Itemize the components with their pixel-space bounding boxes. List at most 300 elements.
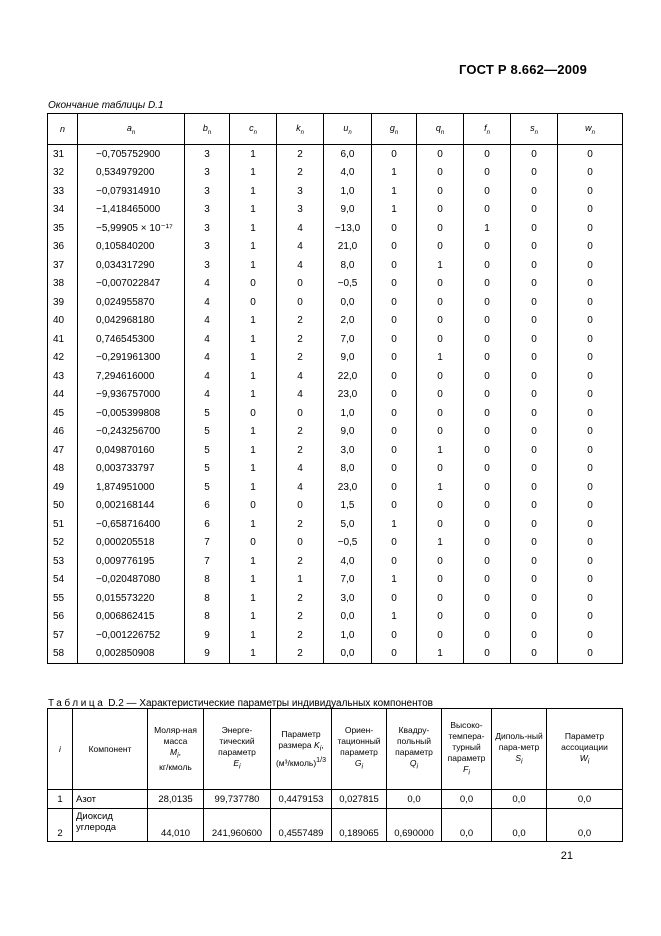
table-cell: 23,0	[324, 478, 372, 497]
table-cell: 0	[417, 330, 464, 349]
table-cell: 1	[464, 219, 511, 238]
table-cell: 0	[558, 589, 623, 608]
table-cell: 0	[511, 367, 558, 386]
table-cell: 0	[277, 497, 324, 516]
table-cell: 6,0	[324, 145, 372, 164]
table-cell: 0	[511, 145, 558, 164]
table-cell: 0	[417, 497, 464, 516]
table-cell: 0	[511, 423, 558, 442]
table-cell: 0	[511, 312, 558, 331]
table-cell: 2	[277, 164, 324, 183]
table-cell: 0	[464, 238, 511, 257]
table-cell: 2	[277, 349, 324, 368]
table-cell: 1	[230, 515, 277, 534]
table-cell: 0	[511, 441, 558, 460]
table-cell: 43	[48, 367, 78, 386]
table-cell: −0,007022847	[78, 275, 185, 294]
header-size: Параметр размера $K_i$, (м³/кмоль)$^{1/3}$	[271, 709, 332, 790]
table-cell: 3	[185, 145, 230, 164]
table-cell: 0,034317290	[78, 256, 185, 275]
table-cell: 1	[230, 238, 277, 257]
table-row	[48, 404, 623, 423]
table-cell: 0	[511, 645, 558, 664]
table-cell: 0	[558, 386, 623, 405]
table-cell: 0	[417, 571, 464, 590]
table-cell: 9	[185, 626, 230, 645]
table-cell: 1	[48, 790, 73, 809]
table-cell: 0	[464, 441, 511, 460]
table-cell: 2	[277, 645, 324, 664]
table-cell: 21,0	[324, 238, 372, 257]
table-cell: 0	[558, 201, 623, 220]
table-cell: 0	[511, 534, 558, 553]
table-cell: 4	[277, 219, 324, 238]
table-cell: 0	[417, 275, 464, 294]
table-cell: 0	[464, 330, 511, 349]
table-cell: 5,0	[324, 515, 372, 534]
table-row	[48, 293, 623, 312]
table-cell: 0	[464, 423, 511, 442]
table-cell: 2	[277, 312, 324, 331]
table-cell: 0	[558, 182, 623, 201]
table-cell: 0	[558, 312, 623, 331]
table-cell: 0	[372, 404, 417, 423]
table-cell: 0	[417, 404, 464, 423]
table-cell: 5	[185, 404, 230, 423]
table-cell: 0,024955870	[78, 293, 185, 312]
table-cell: 0,690000	[387, 809, 442, 842]
table-cell: 3	[185, 201, 230, 220]
table-cell: 0	[558, 145, 623, 164]
table-row	[48, 349, 623, 368]
table-cell: 2	[277, 589, 324, 608]
table-cell: 0	[372, 367, 417, 386]
table-cell: 2	[277, 441, 324, 460]
table-cell: 44,010	[148, 809, 204, 842]
table-cell: 1,874951000	[78, 478, 185, 497]
table-cell: −1,418465000	[78, 201, 185, 220]
table-cell: 0	[417, 608, 464, 627]
table-cell: 0	[372, 441, 417, 460]
table-cell: 4	[277, 460, 324, 479]
table-cell: 0	[464, 478, 511, 497]
table-cell: 0,000205518	[78, 534, 185, 553]
table-cell: 0	[464, 201, 511, 220]
table-cell: 32	[48, 164, 78, 183]
table-cell: 53	[48, 552, 78, 571]
table-cell: 2	[277, 626, 324, 645]
table-cell: 8,0	[324, 256, 372, 275]
table-cell: 1	[230, 330, 277, 349]
table-cell: 0	[464, 367, 511, 386]
table-cell: 4	[185, 367, 230, 386]
table-cell: 0,003733797	[78, 460, 185, 479]
table-cell: 39	[48, 293, 78, 312]
table-cell: 0	[511, 608, 558, 627]
table-cell: 0	[464, 515, 511, 534]
table-cell: 0	[511, 589, 558, 608]
column-header: $c_n$	[230, 114, 277, 145]
table-cell: 1	[417, 349, 464, 368]
table-cell: 0	[464, 460, 511, 479]
table-cell: 45	[48, 404, 78, 423]
table-cell: 4	[185, 330, 230, 349]
table-cell: Диоксид углерода	[73, 809, 148, 842]
table-cell: 51	[48, 515, 78, 534]
table-cell: 0,0	[492, 809, 547, 842]
header-association: Параметр ассоциации $W_i$	[547, 709, 623, 790]
table-cell: 0	[464, 349, 511, 368]
table-row	[48, 312, 623, 331]
table-cell: 0,0	[547, 790, 623, 809]
table-row	[48, 256, 623, 275]
table-row	[48, 145, 623, 164]
table-cell: 1	[372, 608, 417, 627]
table-cell: 1	[372, 182, 417, 201]
table-cell: 0	[372, 460, 417, 479]
table-cell: 0	[417, 515, 464, 534]
table-cell: 0	[511, 219, 558, 238]
document-id: ГОСТ Р 8.662—2009	[458, 62, 587, 77]
table-cell: 0	[464, 182, 511, 201]
table-cell: 0	[511, 478, 558, 497]
table-cell: 1	[230, 441, 277, 460]
table-cell: −0,5	[324, 534, 372, 553]
table-cell: 3	[185, 219, 230, 238]
table-cell: 0,0	[324, 293, 372, 312]
table-cell: 0	[464, 497, 511, 516]
table-cell: −0,5	[324, 275, 372, 294]
table-row	[48, 219, 623, 238]
table-cell: 0	[230, 293, 277, 312]
table-cell: 0	[417, 312, 464, 331]
table-d2-caption-label: Таблица	[48, 698, 106, 709]
table-d2-header-row	[48, 709, 623, 790]
column-header: $u_n$	[324, 114, 372, 145]
table-cell: 0	[464, 404, 511, 423]
table-cell: 8	[185, 608, 230, 627]
column-header: $g_n$	[372, 114, 417, 145]
table-cell: 0	[511, 552, 558, 571]
table-row	[48, 182, 623, 201]
table-cell: 5	[185, 423, 230, 442]
table-row	[48, 497, 623, 516]
table-row	[48, 367, 623, 386]
table-cell: 58	[48, 645, 78, 664]
table-cell: 0	[558, 534, 623, 553]
table-cell: 1,5	[324, 497, 372, 516]
table-cell: 0,0	[324, 645, 372, 664]
table-cell: 0	[558, 219, 623, 238]
table-cell: 0	[464, 312, 511, 331]
table-cell: 0	[558, 404, 623, 423]
table-cell: 0	[277, 275, 324, 294]
table-cell: 4,0	[324, 164, 372, 183]
table-row	[48, 423, 623, 442]
table-cell: 0	[417, 460, 464, 479]
table-row	[48, 478, 623, 497]
table-cell: 2	[277, 608, 324, 627]
table-cell: 0	[417, 626, 464, 645]
table-cell: 2	[277, 515, 324, 534]
table-cell: 50	[48, 497, 78, 516]
table-cell: 0	[464, 589, 511, 608]
table-cell: 1	[230, 460, 277, 479]
table-cell: 4	[185, 293, 230, 312]
column-header: $k_n$	[277, 114, 324, 145]
table-cell: 0	[511, 330, 558, 349]
table-cell: 0	[511, 386, 558, 405]
table-cell: 3,0	[324, 589, 372, 608]
table-cell: 6	[185, 515, 230, 534]
table-cell: 0	[372, 497, 417, 516]
table-cell: 0,027815	[332, 790, 387, 809]
table-cell: 0,015573220	[78, 589, 185, 608]
table-cell: 1	[230, 182, 277, 201]
table-cell: 1	[230, 201, 277, 220]
table-cell: 0	[372, 645, 417, 664]
table-cell: 1	[417, 645, 464, 664]
table-cell: 31	[48, 145, 78, 164]
table-cell: 0	[372, 256, 417, 275]
table-cell: −0,079314910	[78, 182, 185, 201]
table-cell: 4	[185, 386, 230, 405]
table-cell: 38	[48, 275, 78, 294]
table-cell: 1	[417, 441, 464, 460]
table-cell: 0	[417, 386, 464, 405]
table-cell: 0,4557489	[271, 809, 332, 842]
table-cell: 0	[230, 275, 277, 294]
table-cell: −13,0	[324, 219, 372, 238]
table-cell: 1	[230, 571, 277, 590]
table-cell: 1	[230, 423, 277, 442]
table-cell: 0,042968180	[78, 312, 185, 331]
table-row	[48, 552, 623, 571]
table-cell: 0	[464, 145, 511, 164]
table-cell: 0,049870160	[78, 441, 185, 460]
table-cell: 1	[417, 478, 464, 497]
table-cell: 0	[417, 293, 464, 312]
table-cell: 3	[277, 201, 324, 220]
table-cell: 0	[230, 497, 277, 516]
table-cell: 0	[464, 275, 511, 294]
table-row	[48, 201, 623, 220]
table-cell: 0	[464, 164, 511, 183]
table-row	[48, 645, 623, 664]
table-cell: 5	[185, 460, 230, 479]
table-cell: −0,243256700	[78, 423, 185, 442]
table-cell: 0	[558, 460, 623, 479]
table-cell: 3	[185, 256, 230, 275]
table-cell: −9,936757000	[78, 386, 185, 405]
table-cell: 2	[277, 552, 324, 571]
table-cell: 0	[511, 256, 558, 275]
table-cell: 1	[230, 626, 277, 645]
table-cell: 1	[372, 164, 417, 183]
table-cell: 0	[558, 256, 623, 275]
table-cell: 0	[417, 201, 464, 220]
table-cell: 2	[277, 330, 324, 349]
table-d2	[47, 708, 623, 842]
table-cell: 2,0	[324, 312, 372, 331]
table-cell: 1,0	[324, 626, 372, 645]
table-cell: 0	[511, 275, 558, 294]
table-cell: 0	[277, 293, 324, 312]
table-cell: −0,001226752	[78, 626, 185, 645]
table-cell: −5,99905 × 10⁻¹⁷	[78, 219, 185, 238]
table-cell: 0	[277, 404, 324, 423]
table-cell: 7	[185, 534, 230, 553]
table-cell: 0	[372, 552, 417, 571]
table-cell: 3	[277, 182, 324, 201]
table-cell: 0	[558, 238, 623, 257]
table-cell: 7,294616000	[78, 367, 185, 386]
table-cell: 8,0	[324, 460, 372, 479]
column-header: $a_n$	[78, 114, 185, 145]
header-orientation: Ориен-тационный параметр $G_i$	[332, 709, 387, 790]
table-cell: 0,4479153	[271, 790, 332, 809]
table-cell: 0	[558, 275, 623, 294]
table-cell: 0	[417, 219, 464, 238]
table-cell: 42	[48, 349, 78, 368]
table-cell: 4	[277, 238, 324, 257]
table-cell: 2	[277, 423, 324, 442]
table-cell: 0	[558, 164, 623, 183]
table-cell: 0,0	[442, 809, 492, 842]
table-cell: 44	[48, 386, 78, 405]
table-cell: 0	[372, 145, 417, 164]
table-cell: 0	[511, 571, 558, 590]
table-cell: −0,658716400	[78, 515, 185, 534]
table-cell: 33	[48, 182, 78, 201]
table-cell: 0	[372, 275, 417, 294]
table-cell: 0	[230, 404, 277, 423]
table-cell: 1	[230, 478, 277, 497]
table-cell: 0	[464, 626, 511, 645]
table-cell: 0	[372, 238, 417, 257]
table-cell: 0	[372, 330, 417, 349]
table-cell: 3	[185, 238, 230, 257]
table-cell: 4	[277, 478, 324, 497]
table-cell: 6	[185, 497, 230, 516]
table-cell: 2	[48, 809, 73, 842]
table-cell: 0	[464, 256, 511, 275]
header-molar-mass: Моляр-ная масса $M_i$, кг/кмоль	[148, 709, 204, 790]
table-cell: 0	[417, 238, 464, 257]
table-cell: 0	[558, 478, 623, 497]
column-header: n	[48, 114, 78, 145]
table-cell: 0	[558, 423, 623, 442]
table-cell: 0	[417, 589, 464, 608]
table-cell: 0	[511, 164, 558, 183]
table-row	[48, 460, 623, 479]
column-header: $w_n$	[558, 114, 623, 145]
table-cell: 241,960600	[204, 809, 271, 842]
table-cell: 8	[185, 571, 230, 590]
table-cell: 1	[230, 145, 277, 164]
table-cell: 7,0	[324, 571, 372, 590]
table-cell: 0	[464, 571, 511, 590]
table-row	[48, 608, 623, 627]
table-cell: 9,0	[324, 423, 372, 442]
table-row	[48, 441, 623, 460]
table-cell: 36	[48, 238, 78, 257]
table-row	[48, 809, 623, 842]
table-cell: 0	[558, 608, 623, 627]
table-cell: 0	[417, 423, 464, 442]
header-quadrupole: Квадру-польный параметр $Q_i$	[387, 709, 442, 790]
table-cell: 0	[511, 497, 558, 516]
table-cell: −0,705752900	[78, 145, 185, 164]
table-cell: 0	[464, 552, 511, 571]
table-cell: 3,0	[324, 441, 372, 460]
table-cell: 7,0	[324, 330, 372, 349]
column-header: $b_n$	[185, 114, 230, 145]
table-cell: 40	[48, 312, 78, 331]
table-cell: 1	[230, 367, 277, 386]
table-cell: 0,0	[442, 790, 492, 809]
table-cell: 1	[372, 571, 417, 590]
table-cell: 0	[372, 349, 417, 368]
table-cell: 0,189065	[332, 809, 387, 842]
table-cell: 0	[511, 460, 558, 479]
table-cell: 0	[511, 182, 558, 201]
table-cell: −0,291961300	[78, 349, 185, 368]
table-cell: 2	[277, 145, 324, 164]
table-cell: 0	[464, 608, 511, 627]
table-cell: 0,0	[492, 790, 547, 809]
table-cell: 0	[417, 164, 464, 183]
table-cell: 0	[417, 367, 464, 386]
table-cell: 35	[48, 219, 78, 238]
table-cell: 0	[372, 219, 417, 238]
table-cell: 0	[511, 349, 558, 368]
table-cell: 0	[558, 515, 623, 534]
table-cell: 0,002168144	[78, 497, 185, 516]
table-cell: 0,0	[324, 608, 372, 627]
table-cell: 0	[511, 404, 558, 423]
header-energy: Энерге-тический параметр $E_i$	[204, 709, 271, 790]
table-cell: 3	[185, 164, 230, 183]
table-cell: 0	[558, 330, 623, 349]
table-cell: 49	[48, 478, 78, 497]
table-cell: 0	[558, 552, 623, 571]
table-cell: 0	[464, 293, 511, 312]
table-cell: Азот	[73, 790, 148, 809]
table-cell: 4	[185, 349, 230, 368]
table-row	[48, 275, 623, 294]
table-cell: 9,0	[324, 201, 372, 220]
table-cell: 0	[558, 497, 623, 516]
table-row	[48, 589, 623, 608]
table-cell: 0,002850908	[78, 645, 185, 664]
table-d1-header-row	[48, 114, 623, 145]
column-header: $f_n$	[464, 114, 511, 145]
table-cell: 0	[277, 534, 324, 553]
table-cell: 1	[230, 219, 277, 238]
table-cell: 46	[48, 423, 78, 442]
table-cell: 0	[372, 478, 417, 497]
table-cell: 1	[372, 201, 417, 220]
table-cell: 1	[230, 256, 277, 275]
table-cell: 4,0	[324, 552, 372, 571]
header-component: Компонент	[73, 709, 148, 790]
table-cell: 0	[558, 626, 623, 645]
table-cell: 48	[48, 460, 78, 479]
table-cell: 41	[48, 330, 78, 349]
table-cell: 1	[230, 552, 277, 571]
table-cell: 1	[230, 608, 277, 627]
